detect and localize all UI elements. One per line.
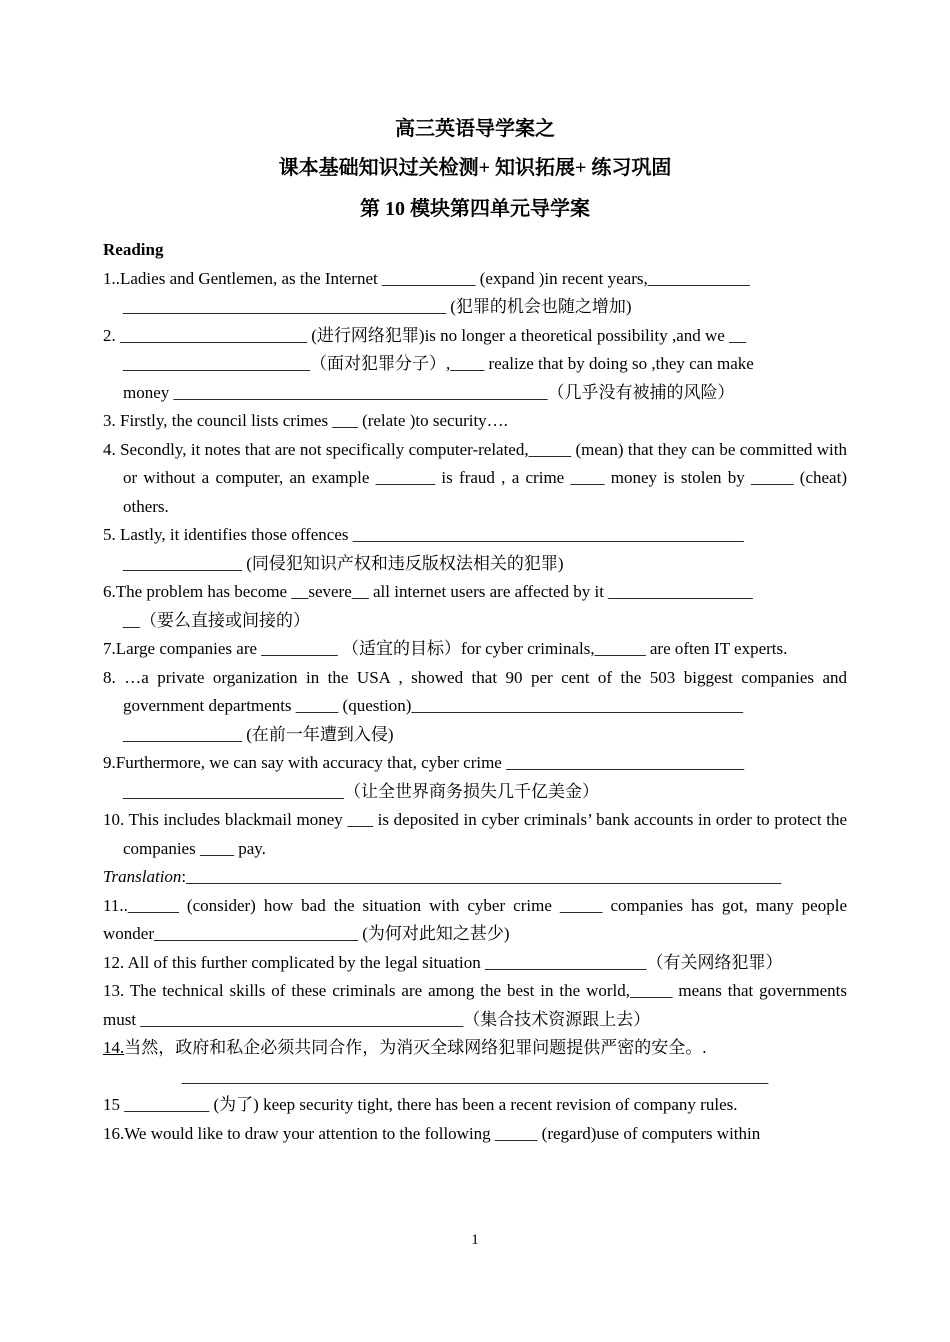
question-11: 11..______ (consider) how bad the situation with cyber crime _____ companies has got, many people wonder________________________ (为何对此知之甚少)	[103, 895, 847, 943]
question-9: 9.Furthermore, we can say with accuracy that, cyber crime ____________________________	[103, 753, 745, 772]
translation-blank: :______________________________________________________________________	[181, 867, 782, 886]
question-8-cont: ______________ (在前一年遭到入侵)	[123, 724, 394, 744]
question-16: 16.We would like to draw your attention to the following _____ (regard)use of computers within	[103, 1123, 761, 1143]
question-3: 3. Firstly, the council lists crimes ___ (relate )to security….	[103, 411, 508, 430]
question-8: 8. …a private organization in the USA , showed that 90 per cent of the 503 biggest companies and government departments _____ (question)_______________________________________	[103, 667, 847, 715]
question-2: 2. ______________________ (进行网络犯罪)is no longer a theoretical possibility ,and we __	[103, 325, 747, 345]
question-9-cont: __________________________（让全世界商务损失几千亿美金）	[123, 781, 599, 801]
question-12: 12. All of this further complicated by the legal situation ___________________（有关网络犯罪）	[103, 952, 783, 972]
question-14-number: 14.	[103, 1038, 125, 1057]
doc-title-line-3: 第 10 模块第四单元导学案	[360, 198, 590, 220]
question-1-cont: ______________________________________ (犯罪的机会也随之增加)	[123, 297, 632, 316]
question-13: 13. The technical skills of these criminals are among the best in the world,_____ means that governments must ______________________________________（集合技术资源跟上去）	[103, 981, 847, 1029]
question-14-text: 当然，政府和私企必须共同合作，为消灭全球网络犯罪问题提供严密的安全。.	[124, 1038, 707, 1057]
translation-label: Translation	[103, 867, 182, 886]
question-14	[103, 1034, 847, 1063]
question-6: 6.The problem has become __severe__ all internet users are affected by it _________________	[103, 582, 753, 601]
question-14-answer-line: _____________________________________________________________________	[181, 1066, 769, 1086]
question-6-cont: __（要么直接或间接的）	[123, 610, 310, 630]
page-number: 1	[471, 1232, 479, 1248]
question-5: 5. Lastly, it identifies those offences ______________________________________________	[103, 525, 744, 544]
question-4: 4. Secondly, it notes that are not specifically computer-related,_____ (mean) that they can be committed with or without a computer, an example _______ is fraud , a crime ____ money is stolen by _____ (cheat) others.	[103, 439, 847, 516]
exercise-content	[103, 236, 847, 1148]
question-2-cont: ______________________（面对犯罪分子）,____ realize that by doing so ,they can make	[123, 354, 754, 373]
translation-line	[103, 863, 847, 892]
question-7: 7.Large companies are _________ （适宜的目标）for cyber criminals,______ are often IT experts.	[103, 639, 788, 658]
doc-title-line-2: 课本基础知识过关检测+ 知识拓展+ 练习巩固	[278, 157, 672, 179]
question-5-cont: ______________ (同侵犯知识产权和违反版权法相关的犯罪)	[123, 553, 564, 573]
question-1: 1..Ladies and Gentlemen, as the Internet ___________ (expand )in recent years,____________	[103, 268, 750, 288]
section-heading: Reading	[103, 240, 164, 259]
question-2-cont-2: money ____________________________________________（几乎没有被捕的风险）	[123, 382, 735, 402]
question-10: 10. This includes blackmail money ___ is deposited in cyber criminals’ bank accounts in order to protect the companies ____ pay.	[103, 810, 847, 858]
doc-title-line-1: 高三英语导学案之	[395, 118, 555, 140]
question-15: 15 __________ (为了) keep security tight, there has been a recent revision of company rules.	[103, 1095, 738, 1114]
